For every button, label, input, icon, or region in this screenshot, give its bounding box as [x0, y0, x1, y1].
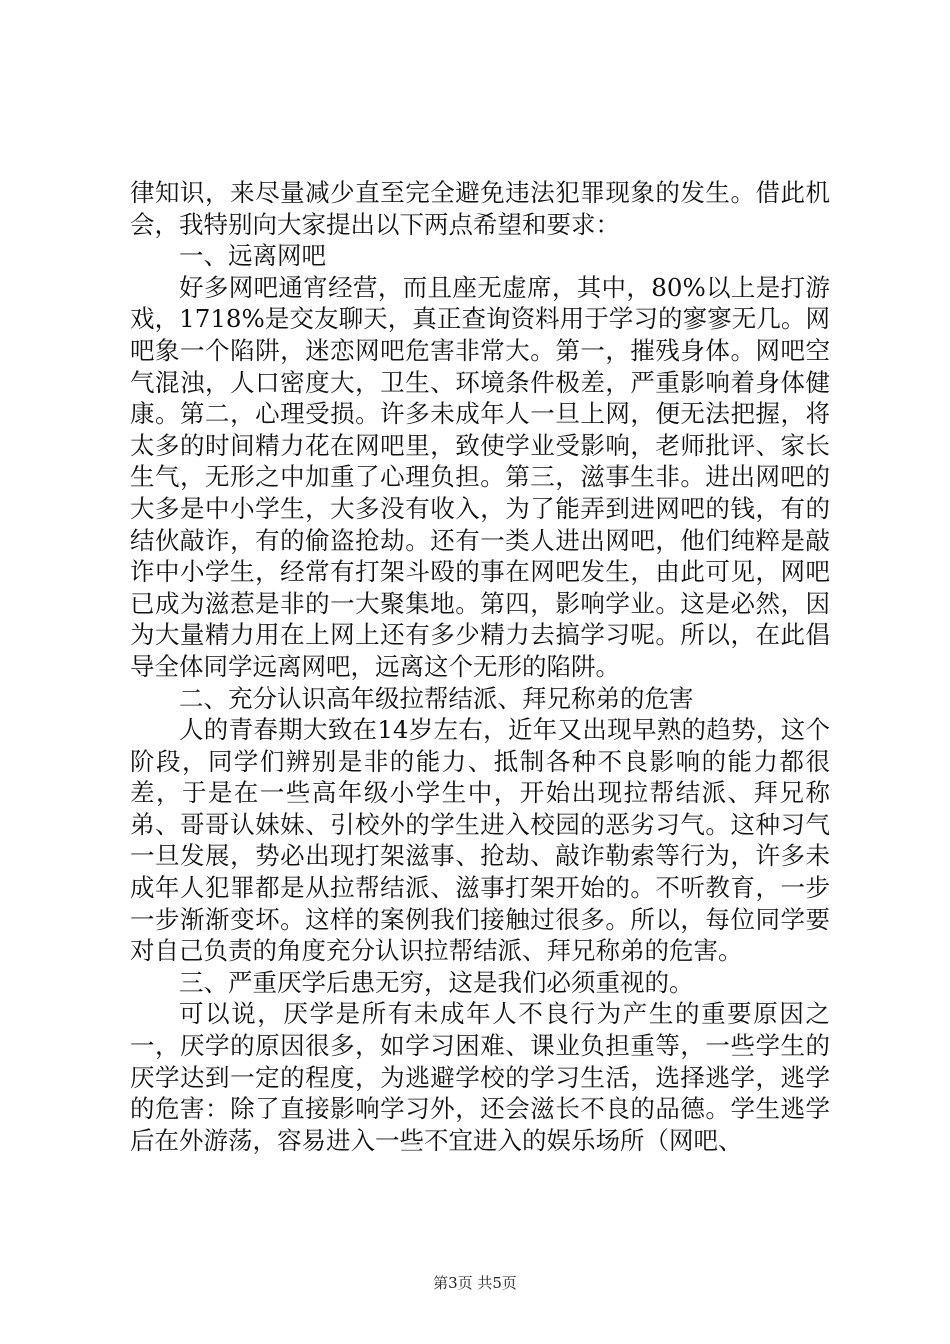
paragraph-internet-cafe: 好多网吧通宵经营，而且座无虚席，其中，80%以上是打游戏，1718%是交友聊天，真正查询资料用于学习的寥寥无几。网吧象一个陷阱，迷恋网吧危害非常大。第一，摧残身体。网吧空气混浊，人口密度大，卫生、环境条件极差，严重影响着身体健康。第二，心理受损。许多未成年人一旦上网，便无法把握，将太多的时间精力花在网吧里，致使学业受影响，老师批评、家长生气，无形之中加重了心理负担。第三，滋事生非。进出网吧的大多是中小学生，大多没有收入，为了能弄到进网吧的钱，有的结伙敲诈，有的偷盗抢劫。还有一类人进出网吧，他们纯粹是敲诈中小学生，经常有打架斗殴的事在网吧发生，由此可见，网吧已成为滋惹是非的一大聚集地。第四，影响学业。这是必然，因为大量精力用在上网上还有多少精力去搞学习呢。所以，在此倡导全体同学远离网吧，远离这个无形的陷阱。 — [130, 272, 830, 681]
paragraph-gangs: 人的青春期大致在14岁左右，近年又出现早熟的趋势，这个阶段，同学们辨别是非的能力、抵制各种不良影响的能力都很差，于是在一些高年级小学生中，开始出现拉帮结派、拜兄称弟、哥哥认妹妹、引校外的学生进入校园的恶劣习气。这种习气一旦发展，势必出现打架滋事、抢劫、敲诈勒索等行为，许多未成年人犯罪都是从拉帮结派、滋事打架开始的。不听教育，一步一步渐渐变坏。这样的案例我们接触过很多。所以，每位同学要对自己负责的角度充分认识拉帮结派、拜兄称弟的危害。 — [130, 715, 830, 966]
section-heading-internet-cafe: 一、远离网吧 — [179, 241, 326, 271]
paragraph-truancy: 可以说，厌学是所有未成年人不良行为产生的重要原因之一，厌学的原因很多，如学习困难、课业负担重等，一些学生的厌学达到一定的程度，为逃避学校的学习生活，选择逃学，逃学的危害：除了直接影响学习外，还会滋长不良的品德。学生逃学后在外游荡，容易进入一些不宜进入的娱乐场所（网吧、 — [130, 999, 830, 1155]
section-heading-truancy: 三、严重厌学后患无穷，这是我们必须重视的。 — [179, 967, 694, 997]
section-heading-gangs: 二、充分认识高年级拉帮结派、拜兄称弟的危害 — [179, 683, 694, 713]
page-number-footer: 第3页 共5页 — [433, 1274, 517, 1292]
document-body — [130, 177, 830, 1156]
paragraph-continuation: 律知识，来尽量减少直至完全避免违法犯罪现象的发生。借此机会，我特别向大家提出以下两点希望和要求： — [130, 178, 830, 239]
